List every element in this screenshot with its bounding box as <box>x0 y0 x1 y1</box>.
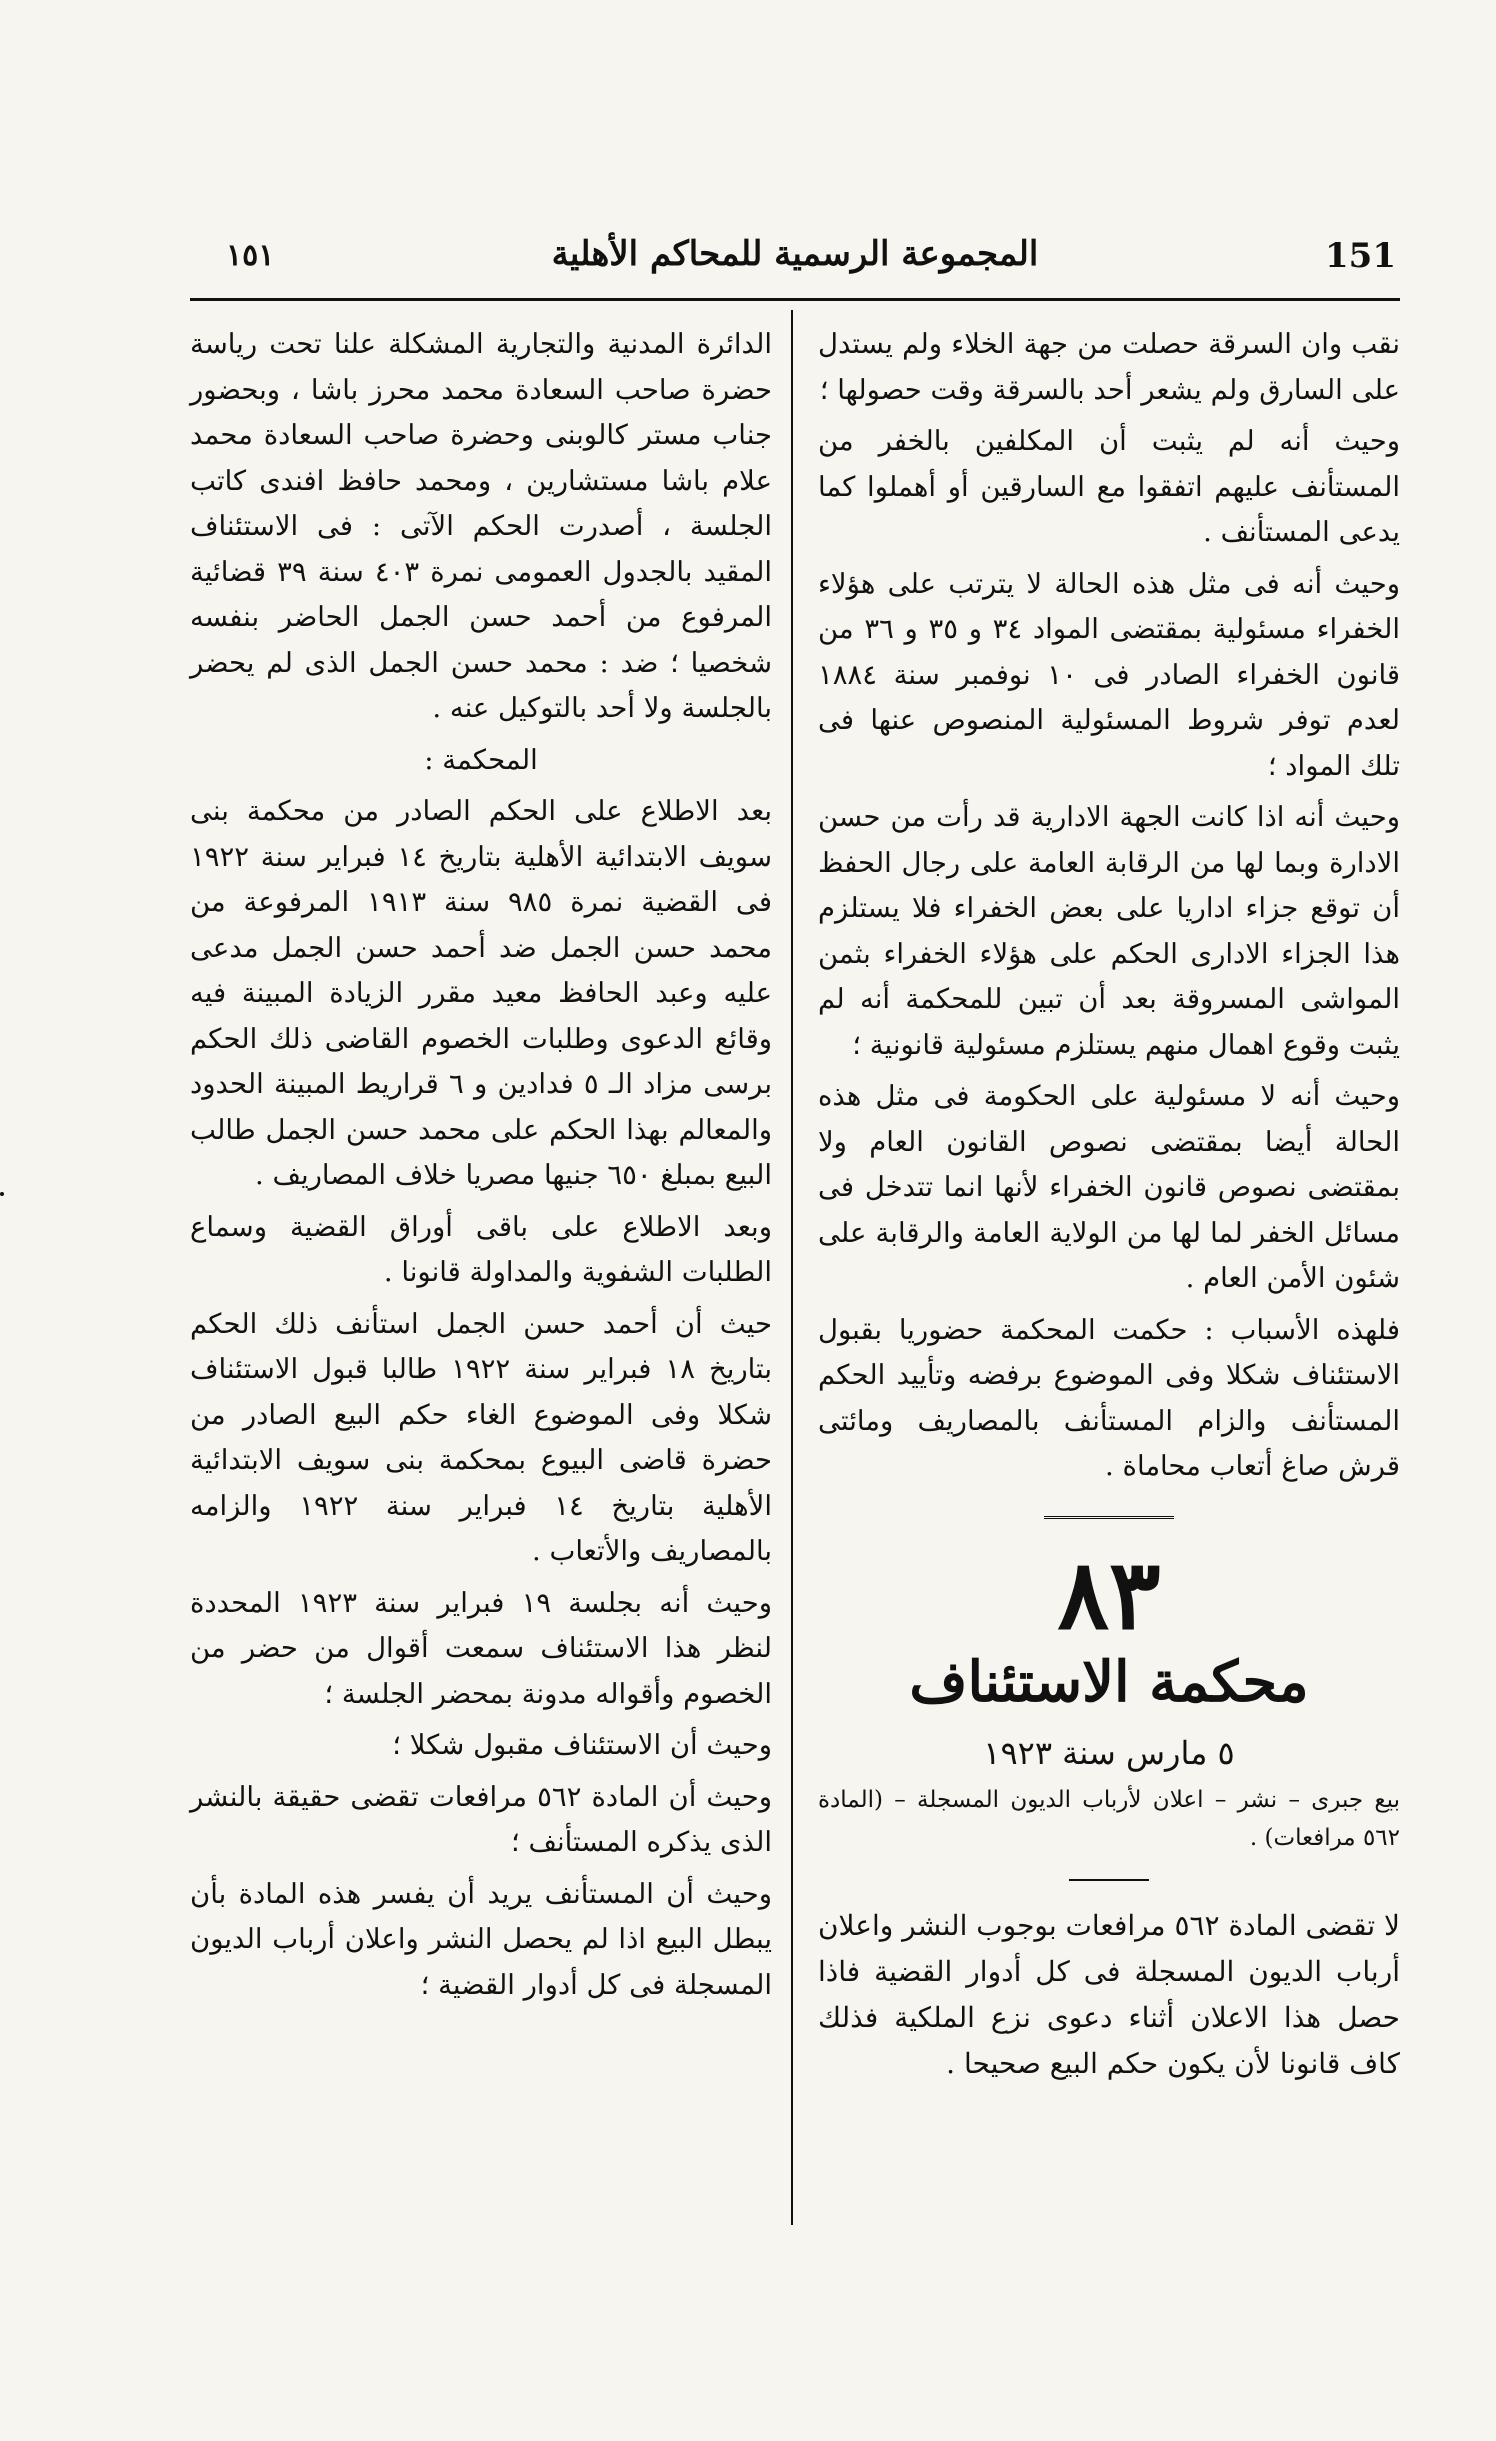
case-date: ٥ مارس سنة ١٩٢٣ <box>983 1733 1235 1772</box>
paragraph: وحيث أن الاستئناف مقبول شكلا ؛ <box>392 1729 772 1761</box>
paragraph: وحيث أنه فى مثل هذه الحالة لا يترتب على هؤلاء الخفراء مسئولية بمقتضى المواد ٣٤ و ٣٥ و ٣٦ من قانون الخفراء الصادر فى ١٠ نوفمبر سنة ١٨٨٤ لعدم توفر شروط المسئولية المنصوص عنها فى تلك المواد ؛ <box>818 567 1401 782</box>
page-header <box>190 230 1400 290</box>
court-session-intro: الدائرة المدنية والتجارية المشكلة علنا تحت رياسة حضرة صاحب السعادة محمد محرز باشا ، وبحضور جناب مستر كالوبنى وحضرة صاحب السعادة محمد علام باشا مستشارين ، ومحمد حافظ افندى كاتب الجلسة ، أصدرت الحكم الآتى : فى الاستئناف المقيد بالجدول العمومى نمرة ٤٠٣ سنة ٣٩ قضائية المرفوع من أحمد حسن الجمل الحاضر بنفسه شخصيا ؛ ضد : محمد حسن الجمل الذى لم يحضر بالجلسة ولا أحد بالتوكيل عنه . <box>190 328 772 724</box>
case-number: ٨٣ <box>1057 1537 1161 1651</box>
paragraph: وحيث أنه اذا كانت الجهة الادارية قد رأت من حسن الادارة وبما لها من الرقابة العامة على رجال الحفظ أن توقع جزاء اداريا على بعض الخفراء فلا يستلزم هذا الجزاء الادارى الحكم على هؤلاء الخفراء بثمن المواشى المسروقة بعد أن تبين للمحكمة أنه لم يثبت وقوع اهمال منهم يستلزم مسئولية قانونية ؛ <box>818 801 1400 1061</box>
left-column <box>190 322 772 2014</box>
page-number-arabic: ١٥١ <box>226 238 275 273</box>
paragraph: وبعد الاطلاع على باقى أوراق القضية وسماع الطلبات الشفوية والمداولة قانونا . <box>190 1210 772 1288</box>
case-summary: لا تقضى المادة ٥٦٢ مرافعات بوجوب النشر واعلان أرباب الديون المسجلة فى كل أدوار القضية فاذا حصل هذا الاعلان أثناء دعوى نزع الملكية فذلك كاف قانونا لأن يكون حكم البيع صحيحا . <box>817 1908 1400 2080</box>
short-divider <box>1069 1879 1149 1881</box>
right-column <box>818 322 1400 2093</box>
court-heading: المحكمة : <box>424 743 538 776</box>
section-divider <box>1044 1516 1174 1523</box>
paragraph: بعد الاطلاع على الحكم الصادر من محكمة بنى سويف الابتدائية الأهلية بتاريخ ١٤ فبراير سنة ١٩٢٢ فى القضية نمرة ٩٨٥ سنة ١٩١٣ المرفوعة من محمد حسن الجمل ضد أحمد حسن الجمل مدعى عليه وعبد الحافظ معيد مقرر الزيادة المبينة فيه وقائع الدعوى وطلبات الخصوم القاضى ذلك الحكم برسى مزاد الـ ٥ فدادين و ٦ قراريط المبينة الحدود والمعالم بهذا الحكم على محمد حسن الجمل طالب البيع بمبلغ ٦٥٠ جنيها مصريا خلاف المصاريف . <box>190 795 772 1191</box>
paragraph: وحيث أن المستأنف يريد أن يفسر هذه المادة بأن يبطل البيع اذا لم يحصل النشر واعلان أرباب الديون المسجلة فى كل أدوار القضية ؛ <box>190 1877 772 2001</box>
column-divider <box>791 310 793 2225</box>
court-name: محكمة الاستئناف <box>909 1648 1309 1715</box>
paragraph: وحيث أنه لم يثبت أن المكلفين بالخفر من المستأنف عليهم اتفقوا مع السارقين أو أهملوا كما يدعى المستأنف . <box>818 425 1400 548</box>
paragraph: نقب وان السرقة حصلت من جهة الخلاء ولم يستدل على السارق ولم يشعر أحد بالسرقة وقت حصولها ؛ <box>818 328 1400 406</box>
paragraph: حيث أن أحمد حسن الجمل استأنف ذلك الحكم بتاريخ ١٨ فبراير سنة ١٩٢٢ طالبا قبول الاستئناف شكلا وفى الموضوع الغاء حكم البيع الصادر من حضرة قاضى البيوع بمحكمة بنى سويف الابتدائية الأهلية بتاريخ ١٤ فبراير سنة ١٩٢٢ والزامه بالمصاريف والأتعاب . <box>190 1307 772 1567</box>
running-title: المجموعة الرسمية للمحاكم الأهلية <box>551 234 1039 274</box>
paragraph: فلهذه الأسباب : حكمت المحكمة حضوريا بقبول الاستئناف شكلا وفى الموضوع برفضه وتأييد الحكم المستأنف والزام المستأنف بالمصاريف ومائتى قرش صاغ أتعاب محاماة . <box>818 1313 1400 1482</box>
paragraph: وحيث أنه بجلسة ١٩ فبراير سنة ١٩٢٣ المحددة لنظر هذا الاستئناف سمعت أقوال من حضر من الخصوم وأقواله مدونة بمحضر الجلسة ؛ <box>190 1586 772 1710</box>
margin-dot <box>0 1192 4 1196</box>
paragraph: وحيث أنه لا مسئولية على الحكومة فى مثل هذه الحالة أيضا بمقتضى نصوص القانون العام ولا بمقتضى نصوص قانون الخفراء لأنها انما تتدخل فى مسائل الخفر لما لها من الولاية العامة والرقابة على شئون الأمن العام . <box>818 1080 1400 1294</box>
page-number-latin: 151 <box>1325 236 1396 276</box>
paragraph: وحيث أن المادة ٥٦٢ مرافعات تقضى حقيقة بالنشر الذى يذكره المستأنف ؛ <box>190 1780 772 1858</box>
case-keywords: بيع جبرى – نشر – اعلان لأرباب الديون المسجلة – (المادة ٥٦٢ مرافعات) . <box>818 1786 1400 1851</box>
header-rule <box>190 298 1400 301</box>
